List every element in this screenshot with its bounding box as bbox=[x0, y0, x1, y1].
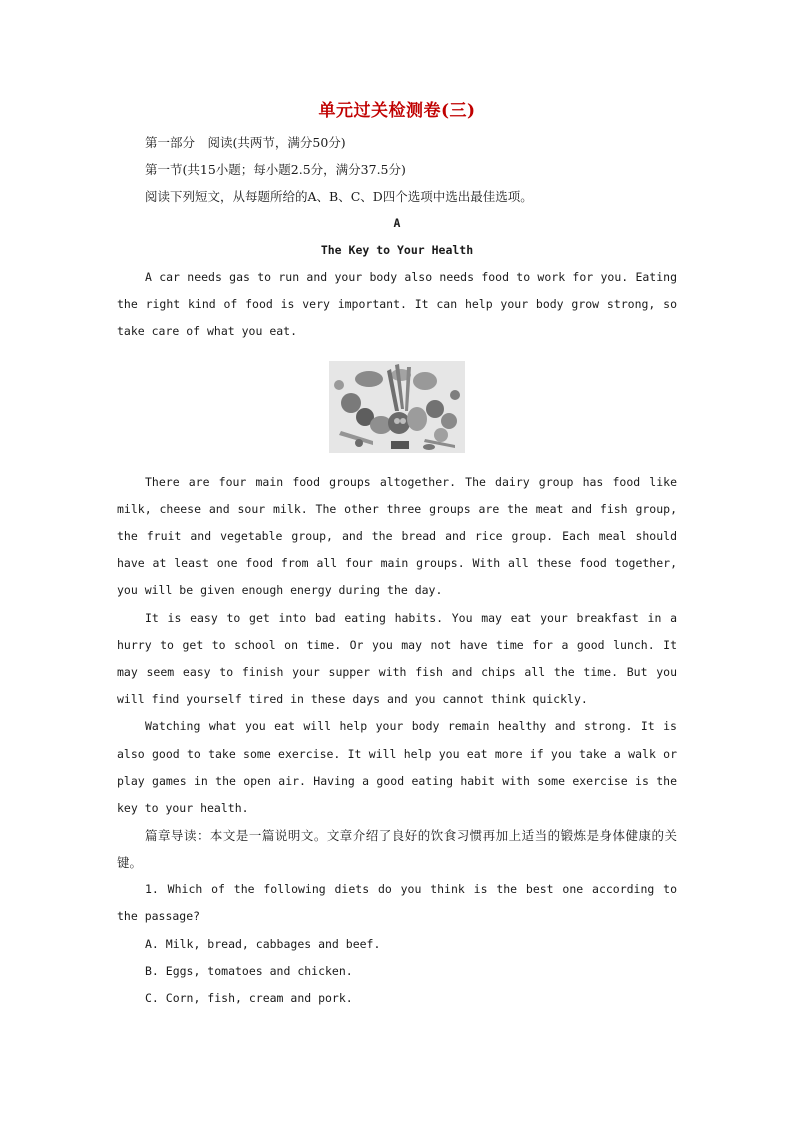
part-heading: 第一部分 阅读(共两节，满分50分) bbox=[145, 135, 346, 150]
passage-paragraph: It is easy to get into bad eating habits. You may eat your breakfast in a hurry to get to school on time. Or you may not have time for a good lunch. It may seem easy to finish your supper with fish and chips all the time. But you will find yourself tired in these days and you cannot think quickly. bbox=[117, 610, 677, 707]
passage-label: A bbox=[393, 216, 401, 230]
passage-title: The Key to Your Health bbox=[320, 243, 474, 257]
section-heading: 第一节(共15小题；每小题2.5分，满分37.5分) bbox=[145, 162, 406, 177]
page-title: 单元过关检测卷(三) bbox=[318, 101, 476, 121]
question-stem: 1. Which of the following diets do you think is the best one according to the passage? bbox=[117, 882, 677, 924]
passage-guide: 篇章导读：本文是一篇说明文。文章介绍了良好的饮食习惯再加上适当的锻炼是身体健康的关键。 bbox=[117, 828, 677, 871]
option-a: A. Milk, bread, cabbages and beef. bbox=[145, 936, 381, 951]
worksheet-page bbox=[117, 96, 677, 1012]
vegetables-photo bbox=[329, 361, 465, 453]
passage-paragraph: Watching what you eat will help your body remain healthy and strong. It is also good to take some exercise. It will help you eat more if you take a walk or play games in the open air. Having a good eating habit with some exercise is the key to your health. bbox=[117, 719, 677, 816]
option-b: B. Eggs, tomatoes and chicken. bbox=[145, 963, 353, 978]
passage-paragraph: A car needs gas to run and your body also needs food to work for you. Eating the right kind of food is very important. It can help your body grow strong, so take care of what you eat. bbox=[117, 270, 677, 339]
passage-paragraph: There are four main food groups altogether. The dairy group has food like milk, cheese and sour milk. The other three groups are the meat and fish group, the fruit and vegetable group, and the bread and rice group. Each meal should have at least one food from all four main groups. With all these food together, you will be given enough energy during the day. bbox=[117, 474, 677, 598]
option-c: C. Corn, fish, cream and pork. bbox=[145, 991, 353, 1006]
figure-container bbox=[117, 361, 677, 453]
instruction-text: 阅读下列短文，从每题所给的A、B、C、D四个选项中选出最佳选项。 bbox=[145, 189, 533, 204]
vegetables-illustration bbox=[329, 361, 465, 453]
